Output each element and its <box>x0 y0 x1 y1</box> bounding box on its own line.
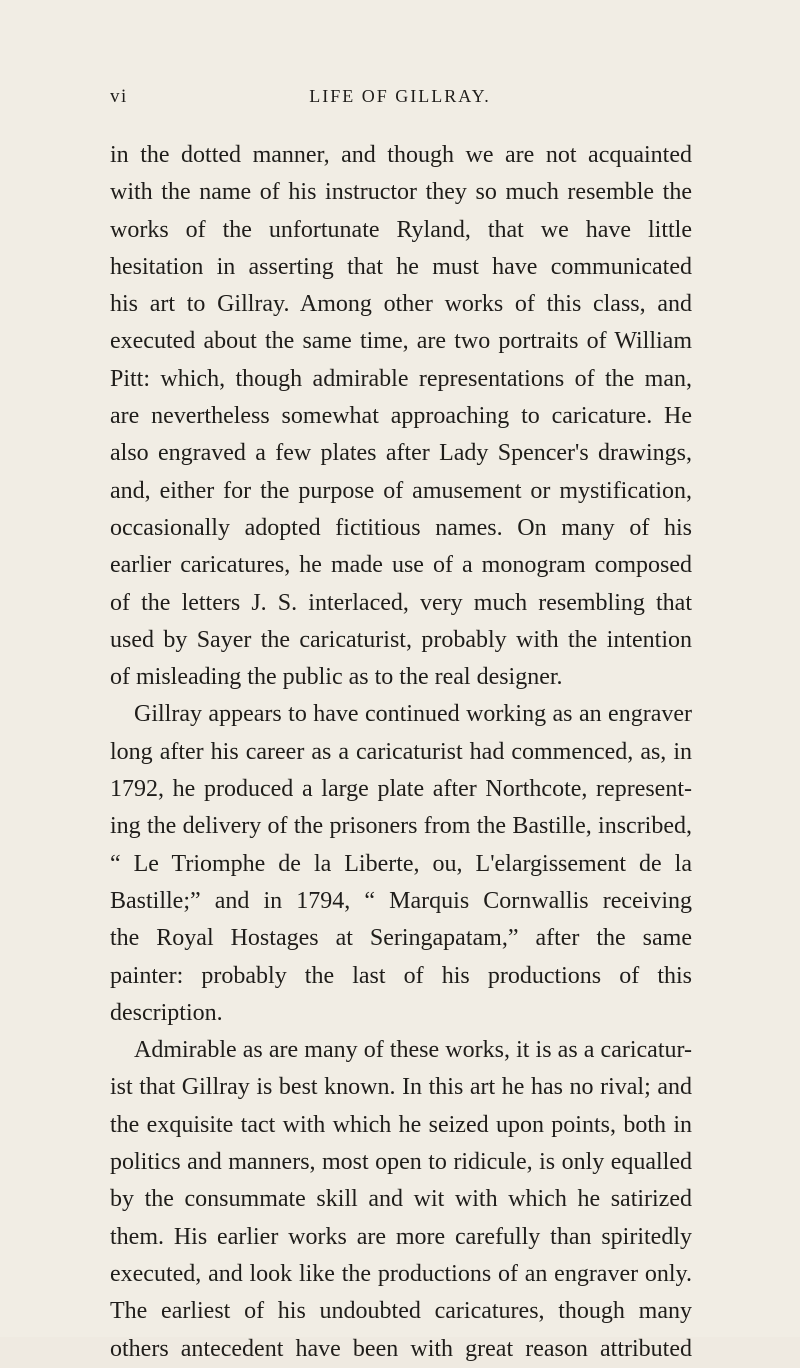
running-head <box>110 86 690 112</box>
text-line: of misleading the public as to the real designer. <box>110 664 563 691</box>
text-line: the exquisite tact with which he seized upon points, both in <box>110 1111 692 1138</box>
text-line: Gillray appears to have continued working as an engraver <box>134 701 692 728</box>
text-line: occasionally adopted fictitious names. On many of his <box>110 514 692 541</box>
text-line: painter: probably the last of his productions of this <box>110 962 692 989</box>
text-line: Bastille;” and in 1794, “ Marquis Cornwallis receiving <box>110 887 692 914</box>
text-line: politics and manners, most open to ridicule, is only equalled <box>110 1149 692 1176</box>
text-line: also engraved a few plates after Lady Spencer's drawings, <box>110 440 692 467</box>
text-line: ist that Gillray is best known. In this art he has no rival; and <box>110 1074 692 1101</box>
body-text <box>110 137 692 1368</box>
text-line: The earliest of his undoubted caricatures, though many <box>110 1298 692 1325</box>
text-line: Pitt: which, though admirable representations of the man, <box>110 365 692 392</box>
text-line: by the consummate skill and wit with which he satirized <box>110 1186 692 1213</box>
running-title: LIFE OF GILLRAY. <box>309 86 491 106</box>
text-line: them. His earlier works are more carefully than spiritedly <box>110 1223 692 1250</box>
text-line: long after his career as a caricaturist had commenced, as, in <box>110 738 692 765</box>
page-number: vi <box>110 86 128 107</box>
text-line: Admirable as are many of these works, it is as a caricatur- <box>134 1037 692 1064</box>
text-line: works of the unfortunate Ryland, that we have little <box>110 216 692 243</box>
text-line: in the dotted manner, and though we are not acquainted <box>110 142 692 168</box>
text-line: hesitation in asserting that he must have communicated <box>110 253 692 280</box>
text-line: and, either for the purpose of amusement or mystification, <box>110 477 692 504</box>
text-line: description. <box>110 999 223 1026</box>
text-line: are nevertheless somewhat approaching to caricature. He <box>110 403 692 430</box>
text-line: others antecedent have been with great reason attributed <box>110 1335 692 1362</box>
text-line: “ Le Triomphe de la Liberte, ou, L'elargissement de la <box>110 850 692 877</box>
text-line: earlier caricatures, he made use of a monogram composed <box>110 552 692 579</box>
text-line: executed about the same time, are two portraits of William <box>110 328 692 355</box>
text-line: 1792, he produced a large plate after Northcote, represent- <box>110 776 692 803</box>
text-line: his art to Gillray. Among other works of this class, and <box>110 291 692 318</box>
text-line: executed, and look like the productions of an engraver only. <box>110 1260 692 1287</box>
text-line: ing the delivery of the prisoners from the Bastille, inscribed, <box>110 813 692 840</box>
text-line: used by Sayer the caricaturist, probably with the intention <box>110 626 692 653</box>
text-line: with the name of his instructor they so much resemble the <box>110 179 692 206</box>
text-line: of the letters J. S. interlaced, very much resembling that <box>110 589 692 616</box>
text-line: the Royal Hostages at Seringapatam,” after the same <box>110 925 692 952</box>
